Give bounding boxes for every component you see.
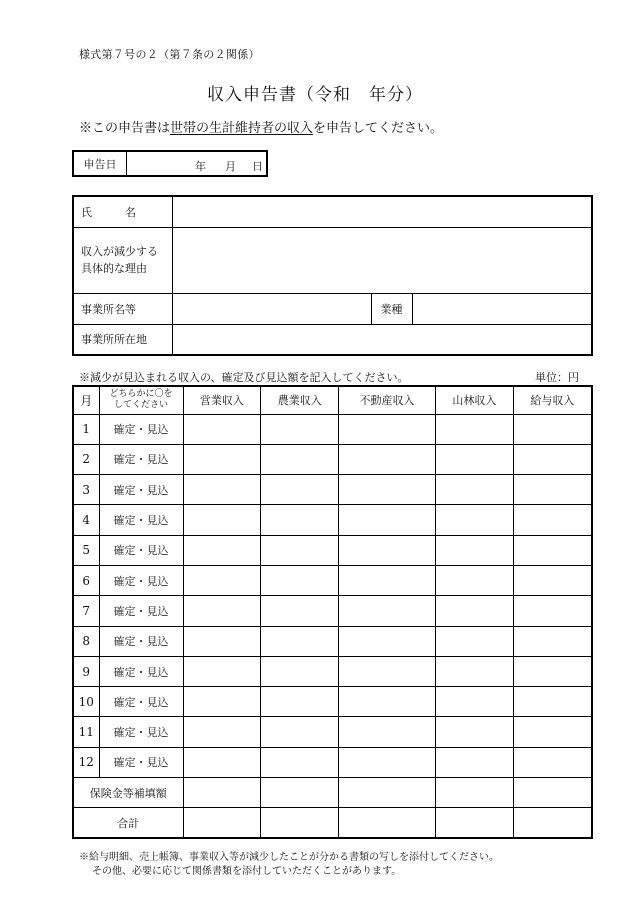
table-row: [73, 414, 592, 444]
status-choice-cell[interactable]: 確定・見込: [99, 747, 183, 777]
insurance-business-cell[interactable]: [183, 778, 261, 808]
salary-income-cell[interactable]: [513, 475, 592, 505]
real-estate-income-cell[interactable]: [339, 535, 436, 565]
forestry-income-cell[interactable]: [435, 626, 513, 656]
insurance-agriculture-cell[interactable]: [261, 778, 339, 808]
forestry-income-cell[interactable]: [435, 475, 513, 505]
insurance-forestry-cell[interactable]: [435, 778, 513, 808]
month-cell: 5: [73, 535, 99, 565]
table-row: [73, 626, 592, 656]
real-estate-income-cell[interactable]: [339, 717, 436, 747]
real-estate-income-cell[interactable]: [339, 656, 436, 686]
instruction-prefix: ※この申告書は: [79, 121, 171, 136]
declaration-date-box[interactable]: [72, 150, 268, 177]
table-row: [73, 747, 592, 777]
salary-income-cell[interactable]: [513, 717, 592, 747]
office-name-label: 事業所名等: [73, 293, 172, 324]
table-row: [73, 565, 592, 595]
status-choice-cell[interactable]: 確定・見込: [99, 414, 183, 444]
total-business-cell[interactable]: [183, 808, 261, 838]
office-address-field[interactable]: [172, 324, 592, 355]
salary-income-cell[interactable]: [513, 444, 592, 474]
business-income-cell[interactable]: [183, 475, 261, 505]
agriculture-income-cell[interactable]: [261, 505, 339, 535]
status-choice-cell[interactable]: 確定・見込: [99, 717, 183, 747]
year-unit: 年: [195, 160, 206, 173]
forestry-income-cell[interactable]: [435, 565, 513, 595]
business-income-cell[interactable]: [183, 596, 261, 626]
agriculture-income-cell[interactable]: [261, 747, 339, 777]
status-choice-cell[interactable]: 確定・見込: [99, 565, 183, 595]
total-label: 合計: [73, 808, 183, 838]
agriculture-income-cell[interactable]: [261, 596, 339, 626]
month-cell: 2: [73, 444, 99, 474]
real-estate-income-cell[interactable]: [339, 414, 436, 444]
reason-label-line2: 具体的な理由: [81, 262, 147, 275]
office-name-field[interactable]: [172, 293, 371, 324]
forestry-income-cell[interactable]: [435, 687, 513, 717]
table-row: [73, 444, 592, 474]
agriculture-income-cell[interactable]: [261, 444, 339, 474]
declaration-date-label: 申告日: [74, 152, 127, 175]
salary-income-header: 給与収入: [513, 386, 592, 414]
forestry-income-cell[interactable]: [435, 717, 513, 747]
business-income-cell[interactable]: [183, 414, 261, 444]
status-choice-cell[interactable]: 確定・見込: [99, 687, 183, 717]
salary-income-cell[interactable]: [513, 535, 592, 565]
instruction-underlined: 世帯の生計維持者の収入: [170, 121, 314, 136]
status-choice-cell[interactable]: 確定・見込: [99, 475, 183, 505]
real-estate-income-header: 不動産収入: [339, 386, 436, 414]
instruction-suffix: を申告してください。: [313, 121, 444, 136]
agriculture-income-cell[interactable]: [261, 687, 339, 717]
agriculture-income-cell[interactable]: [261, 535, 339, 565]
status-choice-cell[interactable]: 確定・見込: [99, 535, 183, 565]
forestry-income-cell[interactable]: [435, 505, 513, 535]
page-title: 収入申告書（令和 年分）: [207, 85, 423, 105]
month-header: 月: [73, 386, 99, 414]
table-row: [73, 505, 592, 535]
real-estate-income-cell[interactable]: [339, 475, 436, 505]
real-estate-income-cell[interactable]: [339, 747, 436, 777]
status-choice-cell[interactable]: 確定・見込: [99, 626, 183, 656]
choose-header-line2: してください: [113, 400, 168, 411]
agriculture-income-cell[interactable]: [261, 717, 339, 747]
table-row: [73, 687, 592, 717]
real-estate-income-cell[interactable]: [339, 626, 436, 656]
salary-income-cell[interactable]: [513, 687, 592, 717]
forestry-income-cell[interactable]: [435, 656, 513, 686]
month-cell: 10: [73, 687, 99, 717]
applicant-info-table: [72, 195, 593, 356]
salary-income-cell[interactable]: [513, 656, 592, 686]
month-cell: 1: [73, 414, 99, 444]
month-cell: 7: [73, 596, 99, 626]
real-estate-income-cell[interactable]: [339, 565, 436, 595]
instruction-text: [79, 117, 443, 136]
salary-income-cell[interactable]: [513, 596, 592, 626]
month-cell: 8: [73, 626, 99, 656]
agriculture-income-cell[interactable]: [261, 626, 339, 656]
status-choice-cell[interactable]: 確定・見込: [99, 596, 183, 626]
name-label: 氏 名: [73, 196, 172, 227]
total-salary-cell[interactable]: [513, 808, 592, 838]
salary-income-cell[interactable]: [513, 505, 592, 535]
agriculture-income-cell[interactable]: [261, 656, 339, 686]
real-estate-income-cell[interactable]: [339, 505, 436, 535]
business-income-cell[interactable]: [183, 505, 261, 535]
insurance-real-estate-cell[interactable]: [339, 778, 436, 808]
real-estate-income-cell[interactable]: [339, 444, 436, 474]
business-income-cell[interactable]: [183, 687, 261, 717]
forestry-income-cell[interactable]: [435, 444, 513, 474]
real-estate-income-cell[interactable]: [339, 596, 436, 626]
form-number: 様式第７号の２（第７条の２関係）: [79, 48, 260, 61]
month-cell: 6: [73, 565, 99, 595]
business-income-cell[interactable]: [183, 626, 261, 656]
forestry-income-cell[interactable]: [435, 535, 513, 565]
industry-label: 業種: [371, 293, 412, 324]
salary-income-cell[interactable]: [513, 565, 592, 595]
business-income-cell[interactable]: [183, 565, 261, 595]
agriculture-income-cell[interactable]: [261, 565, 339, 595]
month-unit: 月: [225, 160, 236, 173]
status-choice-cell[interactable]: 確定・見込: [99, 505, 183, 535]
reason-label: [73, 227, 172, 293]
business-income-cell[interactable]: [183, 444, 261, 474]
month-cell: 4: [73, 505, 99, 535]
insurance-label: 保険金等補填額: [73, 778, 183, 808]
table-row: [73, 596, 592, 626]
status-choice-cell[interactable]: 確定・見込: [99, 444, 183, 474]
table-row: [73, 656, 592, 686]
table-row: [73, 717, 592, 747]
footnote-line1: ※給与明細、売上帳簿、事業収入等が減少したことが分かる書類の写しを添付してください。: [79, 852, 499, 863]
forestry-income-cell[interactable]: [435, 596, 513, 626]
total-agriculture-cell[interactable]: [261, 808, 339, 838]
name-field[interactable]: [172, 196, 592, 227]
month-cell: 3: [73, 475, 99, 505]
table-row: [73, 535, 592, 565]
footnote-line2: その他、必要に応じて関係書類を添付していただくことがあります。: [92, 866, 402, 877]
business-income-cell[interactable]: [183, 535, 261, 565]
business-income-cell[interactable]: [183, 656, 261, 686]
agriculture-income-header: 農業収入: [261, 386, 339, 414]
status-choice-cell[interactable]: 確定・見込: [99, 656, 183, 686]
salary-income-cell[interactable]: [513, 747, 592, 777]
choose-header: [99, 386, 183, 414]
insurance-salary-cell[interactable]: [513, 778, 592, 808]
total-forestry-cell[interactable]: [435, 808, 513, 838]
table-row: [73, 475, 592, 505]
agriculture-income-cell[interactable]: [261, 475, 339, 505]
income-table: [72, 385, 593, 839]
day-unit: 日: [252, 160, 263, 173]
office-address-label: 事業所所在地: [73, 324, 172, 355]
forestry-income-header: 山林収入: [435, 386, 513, 414]
forestry-income-cell[interactable]: [435, 414, 513, 444]
total-real-estate-cell[interactable]: [339, 808, 436, 838]
salary-income-cell[interactable]: [513, 626, 592, 656]
business-income-cell[interactable]: [183, 747, 261, 777]
reason-label-line1: 収入が減少する: [81, 245, 158, 258]
business-income-cell[interactable]: [183, 717, 261, 747]
forestry-income-cell[interactable]: [435, 747, 513, 777]
reason-field[interactable]: [172, 227, 592, 293]
agriculture-income-cell[interactable]: [261, 414, 339, 444]
real-estate-income-cell[interactable]: [339, 687, 436, 717]
income-note: ※減少が見込まれる収入の、確定及び見込額を記入してください。: [79, 371, 409, 384]
choose-header-line1: どちらかに〇を: [109, 389, 173, 400]
month-cell: 12: [73, 747, 99, 777]
salary-income-cell[interactable]: [513, 414, 592, 444]
unit-label: 単位：円: [535, 371, 579, 384]
industry-field[interactable]: [412, 293, 592, 324]
business-income-header: 営業収入: [183, 386, 261, 414]
month-cell: 11: [73, 717, 99, 747]
month-cell: 9: [73, 656, 99, 686]
